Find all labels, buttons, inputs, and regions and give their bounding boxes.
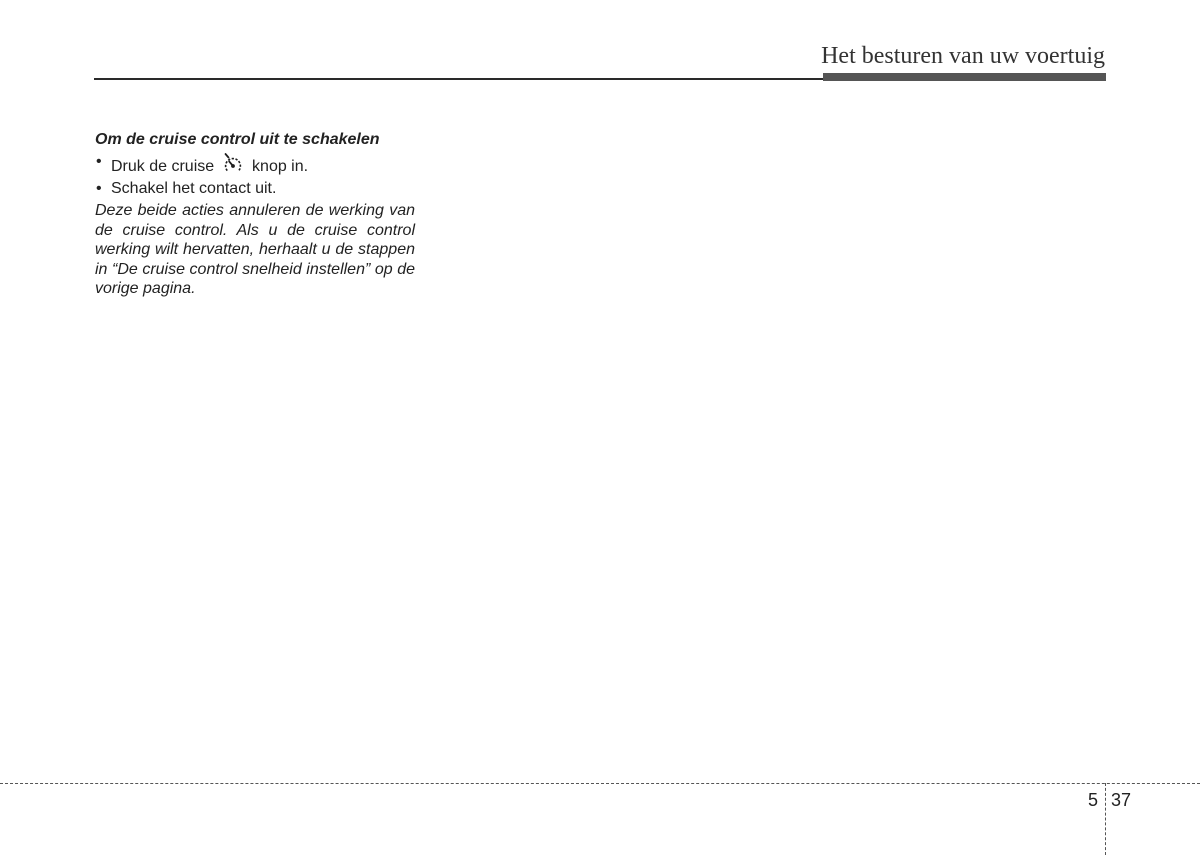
list-item	[95, 152, 415, 176]
footer-dashed-rule	[0, 783, 1200, 784]
section-heading: Om de cruise control uit te schakelen	[95, 131, 380, 148]
list-item-text: knop in.	[247, 158, 309, 175]
list-item	[95, 179, 415, 198]
page-number: 37	[1111, 790, 1132, 810]
instruction-list	[95, 152, 415, 198]
bullet-marker: •	[96, 153, 102, 170]
header-rule	[94, 78, 824, 80]
footer-vertical-divider	[1105, 783, 1106, 855]
bullet-marker: •	[96, 180, 102, 197]
header-rule-accent	[823, 73, 1106, 81]
note-paragraph: Deze beide acties annuleren de werking van de cruise control. Als u de cruise control werking wilt hervatten, herhaalt u de stappen in “De cruise control snelheid instellen” op de vorige pagina.	[95, 202, 415, 297]
cruise-cancel-icon	[221, 152, 245, 176]
content-column	[95, 130, 415, 299]
list-item-text: Schakel het contact uit.	[111, 180, 277, 197]
chapter-number: 5	[1088, 790, 1099, 810]
list-item-text: Druk de cruise	[111, 158, 219, 175]
page-header-title: Het besturen van uw voertuig	[821, 43, 1105, 69]
